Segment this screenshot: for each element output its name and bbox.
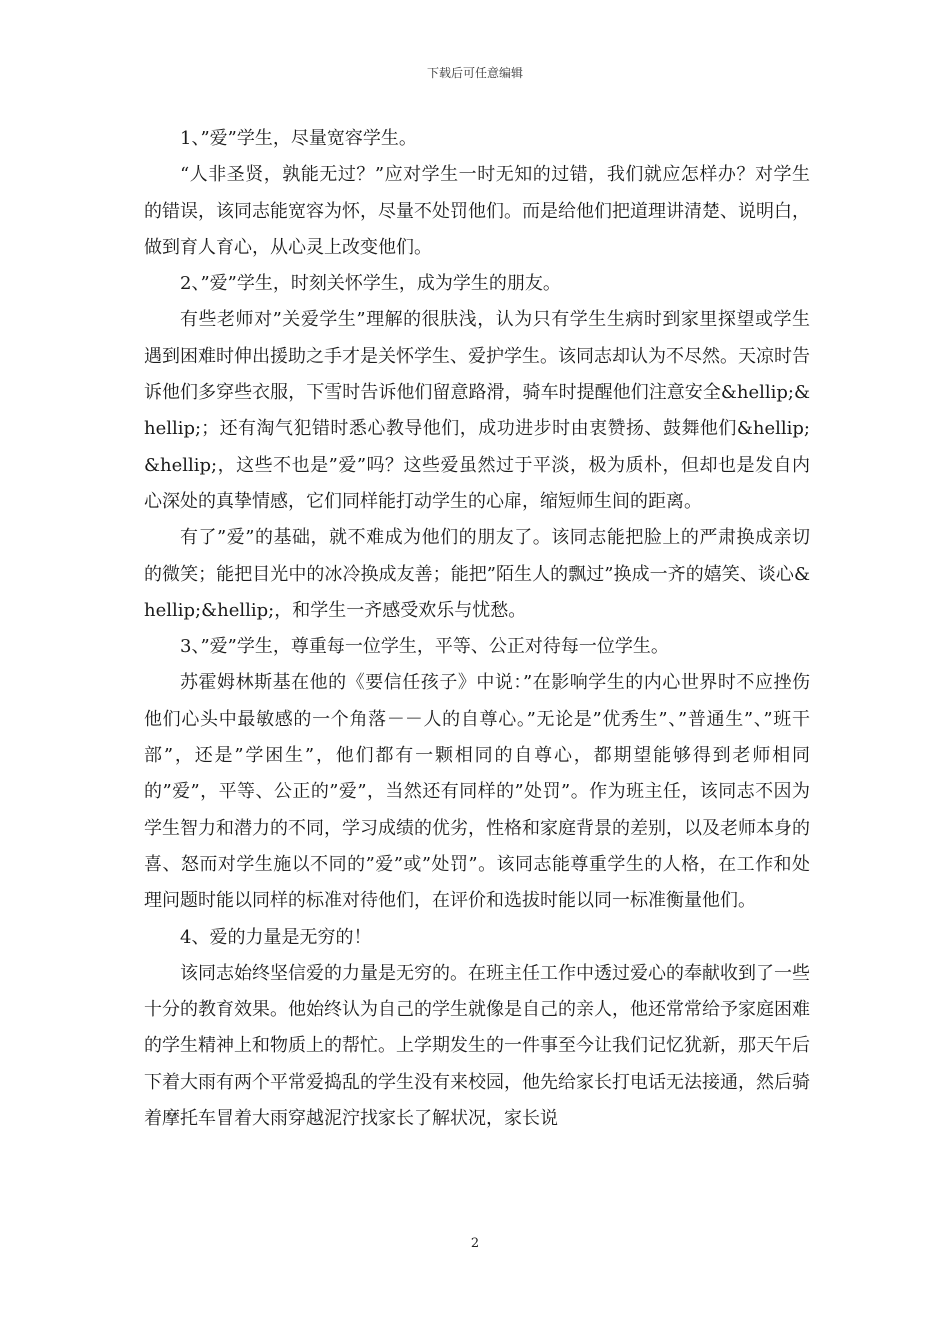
paragraph: 该同志始终坚信爱的力量是无穷的。在班主任工作中透过爱心的奉献收到了一些十分的教育效果。他始终认为自己的学生就像是自己的亲人，他还常常给予家庭困难的学生精神上和物质上的帮忙。上学期发生的一件事至今让我们记忆犹新，那天午后下着大雨有两个平常爱捣乱的学生没有来校园，他先给家长打电话无法接通，然后骑着摩托车冒着大雨穿越泥泞找家长了解状况，家长说 <box>144 962 810 1130</box>
paragraph: 苏霍姆林斯基在他的《要信任孩子》中说：”在影响学生的内心世界时不应挫伤他们心头中最敏感的一个角落－－人的自尊心。”无论是”优秀生”、”普通生”、”班干部”，还是”学困生”，他们都有一颗相同的自尊心，都期望能够得到老师相同的”爱”，平等、公正的”爱”，当然还有同样的”处罚”。作为班主任，该同志不因为学生智力和潜力的不同，学习成绩的优劣，性格和家庭背景的差别，以及老师本身的喜、怒而对学生施以不同的”爱”或”处罚”。该同志能尊重学生的人格，在工作和处理问题时能以同样的标准对待他们，在评价和选拔时能以同一标准衡量他们。 <box>144 672 810 912</box>
page-number: 2 <box>470 1236 480 1251</box>
heading-1: 1、”爱”学生，尽量宽容学生。 <box>180 128 417 149</box>
page-header: 下载后可任意编辑 <box>426 66 523 80</box>
document-body <box>144 121 810 1137</box>
heading-2: 2、”爱”学生，时刻关怀学生，成为学生的朋友。 <box>180 273 561 295</box>
heading-3: 3、”爱”学生，尊重每一位学生，平等、公正对待每一位学生。 <box>180 636 669 658</box>
paragraph: 有些老师对”关爱学生”理解的很肤浅，认为只有学生生病时到家里探望或学生遇到困难时伸出援助之手才是关怀学生、爱护学生。该同志却认为不尽然。天凉时告诉他们多穿些衣服，下雪时告诉他们留意路滑，骑车时提醒他们注意安全&hellip;&hellip;；还有淘气犯错时悉心教导他们，成功进步时由衷赞扬、鼓舞他们&hellip;&hellip;，这些不也是”爱”吗？这些爱虽然过于平淡，极为质朴，但却也是发自内心深处的真挚情感，它们同样能打动学生的心扉，缩短师生间的距离。 <box>144 309 810 512</box>
heading-4: 4、爱的力量是无穷的！ <box>180 926 372 948</box>
paragraph: 有了”爱”的基础，就不难成为他们的朋友了。该同志能把脸上的严肃换成亲切的微笑；能把目光中的冰冷换成友善；能把”陌生人的飘过”换成一齐的嬉笑、谈心&hellip;&hellip;，和学生一齐感受欢乐与忧愁。 <box>144 527 810 621</box>
paragraph: “人非圣贤，孰能无过？”应对学生一时无知的过错，我们就应怎样办？对学生的错误，该同志能宽容为怀，尽量不处罚他们。而是给他们把道理讲清楚、说明白，做到育人育心，从心灵上改变他们。 <box>144 164 810 258</box>
